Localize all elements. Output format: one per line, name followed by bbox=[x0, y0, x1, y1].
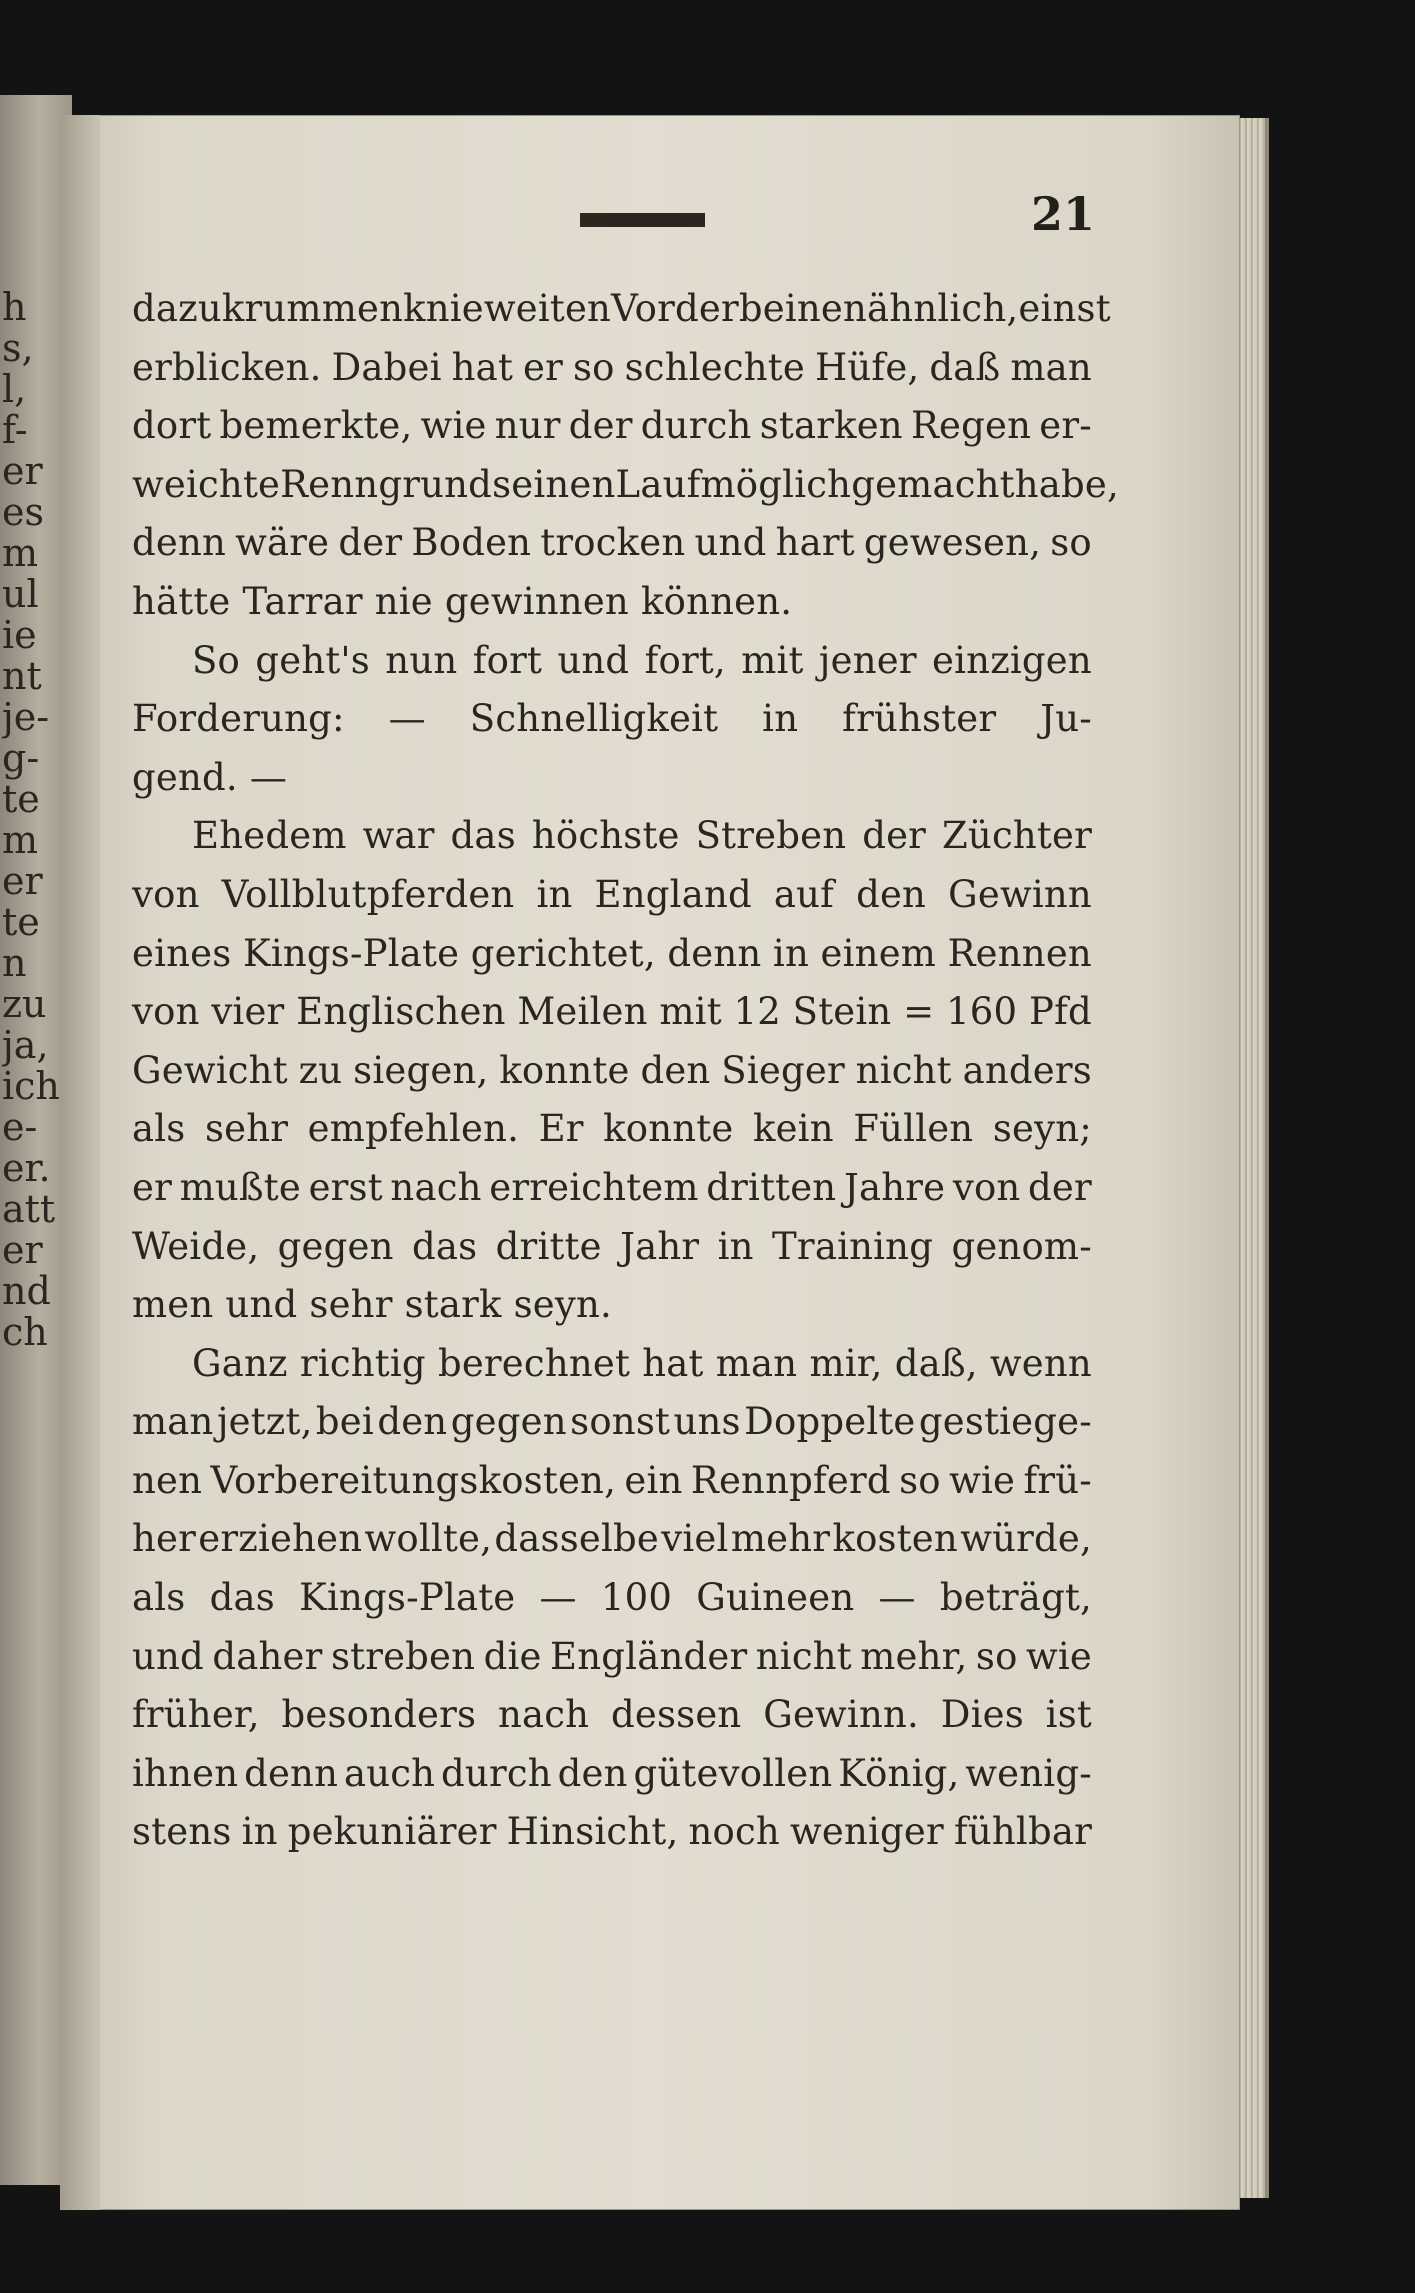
text-line bbox=[132, 690, 1092, 749]
word: gewinnen bbox=[444, 579, 629, 623]
word: er bbox=[522, 345, 563, 389]
word: sonst bbox=[570, 1400, 671, 1444]
word: Er bbox=[538, 1107, 584, 1151]
word: kein bbox=[752, 1107, 834, 1151]
text-line bbox=[132, 1218, 1092, 1277]
text-line bbox=[132, 925, 1092, 984]
text-line bbox=[132, 1335, 1092, 1394]
word: erst bbox=[308, 1165, 383, 1209]
facing-page-fragment: f- bbox=[2, 408, 28, 452]
word: Rennpferd bbox=[690, 1458, 891, 1502]
word: Boden bbox=[411, 521, 532, 565]
word: anders bbox=[962, 1048, 1092, 1092]
word: fort bbox=[472, 638, 543, 682]
word: gend. bbox=[132, 755, 238, 799]
word: den bbox=[557, 1751, 628, 1795]
word: Ehedem bbox=[192, 814, 347, 858]
text-line bbox=[132, 1393, 1092, 1452]
word: nie bbox=[374, 579, 433, 623]
word: genom- bbox=[951, 1224, 1092, 1268]
word: mit bbox=[659, 990, 722, 1034]
word: mit bbox=[741, 638, 804, 682]
word: schlechte bbox=[624, 345, 805, 389]
word: hat bbox=[451, 345, 514, 389]
word: empfehlen. bbox=[307, 1107, 520, 1151]
word: dasselbe bbox=[494, 1517, 660, 1561]
word: vier bbox=[211, 990, 285, 1034]
word: sehr bbox=[309, 1283, 393, 1327]
text-line bbox=[132, 807, 1092, 866]
facing-page-fragment: zu bbox=[2, 982, 47, 1026]
word: berechnet bbox=[437, 1341, 631, 1385]
word: sehr bbox=[204, 1107, 289, 1151]
word: Lauf bbox=[615, 462, 701, 506]
word: eines bbox=[132, 931, 232, 975]
text-line bbox=[132, 1745, 1092, 1804]
word: der bbox=[1028, 1165, 1092, 1209]
word: Vorderbeinen bbox=[611, 287, 868, 330]
word: den bbox=[640, 1048, 711, 1092]
word: Kings-Plate bbox=[299, 1576, 516, 1620]
word: nach bbox=[390, 1165, 482, 1209]
word: Doppelte bbox=[744, 1400, 916, 1444]
word: Vollblutpferden bbox=[221, 872, 515, 916]
word: gestiege- bbox=[918, 1400, 1092, 1444]
word: ist bbox=[1045, 1693, 1092, 1737]
word: — bbox=[249, 755, 288, 799]
word: bei bbox=[315, 1400, 374, 1444]
word: durch bbox=[441, 1751, 552, 1795]
word: = bbox=[903, 990, 935, 1034]
word: Rennen bbox=[947, 931, 1092, 975]
word: hat bbox=[642, 1341, 704, 1385]
word: wenn bbox=[989, 1341, 1092, 1385]
word: noch bbox=[688, 1810, 780, 1854]
text-line bbox=[132, 456, 1119, 515]
word: Vorbereitungskosten, bbox=[210, 1458, 617, 1502]
word: und bbox=[225, 1283, 298, 1327]
word: viel bbox=[661, 1517, 729, 1561]
facing-page-fragment: m bbox=[2, 818, 39, 862]
word: wäre bbox=[235, 521, 330, 565]
facing-page-fragment: ie bbox=[2, 613, 37, 657]
text-line bbox=[132, 749, 1092, 808]
word: Renngrund bbox=[280, 462, 493, 506]
word: können. bbox=[640, 579, 793, 623]
word: man bbox=[1010, 345, 1092, 389]
word: Ganz bbox=[192, 1341, 288, 1385]
word: dessen bbox=[610, 1693, 742, 1737]
word: so bbox=[975, 1634, 1018, 1678]
word: als bbox=[132, 1107, 186, 1151]
text-line bbox=[132, 1686, 1092, 1745]
word: der bbox=[862, 814, 927, 858]
word: — bbox=[878, 1576, 916, 1620]
facing-page-fragment: g- bbox=[2, 736, 40, 780]
word: Züchter bbox=[942, 814, 1092, 858]
facing-page-fragment: att bbox=[2, 1187, 56, 1231]
word: nen bbox=[132, 1458, 203, 1502]
word: habe, bbox=[1014, 462, 1119, 506]
word: dort bbox=[132, 404, 212, 448]
word: beträgt, bbox=[939, 1576, 1092, 1620]
word: Meilen bbox=[517, 990, 648, 1034]
text-line bbox=[132, 1276, 1092, 1335]
word: den bbox=[856, 872, 927, 916]
word: erreichtem bbox=[489, 1165, 699, 1209]
text-line bbox=[132, 1452, 1092, 1511]
word: und bbox=[694, 521, 767, 565]
word: Sieger bbox=[721, 1048, 845, 1092]
word: durch bbox=[640, 404, 752, 448]
facing-page-fragment: s, bbox=[2, 326, 34, 370]
word: knieweiten bbox=[403, 287, 612, 330]
page-gutter bbox=[60, 115, 100, 2210]
word: so bbox=[899, 1458, 941, 1502]
word: er bbox=[132, 1165, 172, 1209]
facing-page-fragment: l, bbox=[2, 367, 27, 411]
word: einzigen bbox=[932, 638, 1092, 682]
word: in bbox=[241, 1810, 278, 1854]
word: Jahre bbox=[843, 1165, 946, 1209]
word: — bbox=[539, 1576, 577, 1620]
word: fühlbar bbox=[953, 1810, 1092, 1854]
word: zu bbox=[298, 1048, 343, 1092]
word: in bbox=[717, 1224, 754, 1268]
word: nicht bbox=[755, 1634, 852, 1678]
facing-page-fragment: ich bbox=[2, 1064, 60, 1108]
text-line bbox=[132, 866, 1092, 925]
text-line bbox=[132, 339, 1092, 398]
word: Forderung: bbox=[132, 697, 345, 741]
word: hart bbox=[775, 521, 855, 565]
word: von bbox=[132, 990, 200, 1034]
word: So bbox=[192, 638, 241, 682]
facing-page-fragment: er bbox=[2, 859, 43, 903]
facing-page-fragment: ch bbox=[2, 1310, 48, 1354]
word: Pfd bbox=[1029, 990, 1092, 1034]
word: pekuniärer bbox=[287, 1810, 497, 1854]
word: in bbox=[536, 872, 573, 916]
word: und bbox=[557, 638, 630, 682]
word: Guineen bbox=[696, 1576, 855, 1620]
word: gemacht bbox=[851, 462, 1015, 506]
word: 12 bbox=[733, 990, 781, 1034]
word: in bbox=[762, 697, 799, 741]
word: auch bbox=[343, 1751, 436, 1795]
word: von bbox=[132, 872, 200, 916]
word: Gewinn bbox=[948, 872, 1092, 916]
word: nach bbox=[497, 1693, 590, 1737]
word: Schnelligkeit bbox=[469, 697, 719, 741]
word: dritten bbox=[706, 1165, 837, 1209]
word: daher bbox=[212, 1634, 323, 1678]
word: Tarrar bbox=[242, 579, 363, 623]
word: richtig bbox=[299, 1341, 426, 1385]
word: gewesen, bbox=[863, 521, 1042, 565]
text-line bbox=[132, 1569, 1092, 1628]
text-line bbox=[132, 1159, 1092, 1218]
word: Ju- bbox=[1040, 697, 1092, 741]
facing-page-fragment: te bbox=[2, 900, 40, 944]
word: denn bbox=[667, 931, 762, 975]
word: besonders bbox=[281, 1693, 477, 1737]
word: gegen bbox=[450, 1400, 567, 1444]
word: jetzt, bbox=[216, 1400, 313, 1444]
word: man bbox=[715, 1341, 798, 1385]
facing-page-fragment: er bbox=[2, 1228, 43, 1272]
word: nicht bbox=[855, 1048, 952, 1092]
word: der bbox=[568, 404, 633, 448]
word: seyn; bbox=[992, 1107, 1092, 1151]
word: frü- bbox=[1023, 1458, 1092, 1502]
word: Training bbox=[772, 1224, 934, 1268]
facing-page-fragment: er. bbox=[2, 1146, 51, 1190]
word: das bbox=[209, 1576, 275, 1620]
word: einst bbox=[1018, 287, 1111, 330]
word: als bbox=[132, 1576, 186, 1620]
word: jener bbox=[818, 638, 917, 682]
word: Engländer bbox=[550, 1634, 748, 1678]
word: weniger bbox=[790, 1810, 944, 1854]
word: mir, bbox=[809, 1341, 883, 1385]
word: mehr, bbox=[860, 1634, 968, 1678]
word: siegen, bbox=[353, 1048, 489, 1092]
text-line bbox=[132, 514, 1092, 573]
word: wie bbox=[420, 404, 487, 448]
text-line bbox=[132, 1042, 1092, 1101]
word: dritte bbox=[495, 1224, 602, 1268]
word: denn bbox=[244, 1751, 339, 1795]
word: war bbox=[362, 814, 435, 858]
word: denn bbox=[132, 521, 227, 565]
facing-page-fragment: m bbox=[2, 531, 39, 575]
word: ähnlich, bbox=[867, 287, 1019, 330]
word: bemerkte, bbox=[219, 404, 413, 448]
text-line bbox=[132, 1510, 1092, 1569]
facing-page-fragment: ja, bbox=[2, 1023, 49, 1067]
facing-page-fragment: nd bbox=[2, 1269, 51, 1313]
word: mußte bbox=[179, 1165, 301, 1209]
facing-page-fragment: e- bbox=[2, 1105, 38, 1149]
word: kosten bbox=[832, 1517, 958, 1561]
facing-page-fragment: er bbox=[2, 449, 43, 493]
facing-page-fragment: es bbox=[2, 490, 44, 534]
word: starken bbox=[759, 404, 903, 448]
text-line bbox=[132, 1100, 1092, 1159]
word: Dies bbox=[940, 1693, 1024, 1737]
header-rule bbox=[580, 213, 705, 227]
word: gerichtet, bbox=[470, 931, 656, 975]
word: und bbox=[132, 1634, 204, 1678]
word: daß, bbox=[894, 1341, 978, 1385]
word: stens bbox=[132, 1810, 232, 1854]
word: wie bbox=[1025, 1634, 1092, 1678]
facing-page-fragment: n bbox=[2, 941, 27, 985]
word: erblicken. bbox=[132, 345, 322, 389]
book-page bbox=[60, 115, 1240, 2210]
facing-page-fragment: je- bbox=[2, 695, 50, 739]
word: konnte bbox=[499, 1048, 630, 1092]
word: so bbox=[1050, 521, 1092, 565]
word: geht's bbox=[255, 638, 370, 682]
word: fort, bbox=[644, 638, 726, 682]
text-line bbox=[132, 983, 1092, 1042]
text-line bbox=[132, 573, 1092, 632]
word: das bbox=[450, 814, 516, 858]
body-text bbox=[132, 280, 1119, 1862]
word: Stein bbox=[792, 990, 892, 1034]
word: uns bbox=[673, 1400, 741, 1444]
word: in bbox=[772, 931, 809, 975]
word: die bbox=[483, 1634, 542, 1678]
word: Streben bbox=[695, 814, 847, 858]
word: von bbox=[952, 1165, 1021, 1209]
word: Kings-Plate bbox=[242, 931, 460, 975]
word: höchste bbox=[531, 814, 680, 858]
word: Füllen bbox=[853, 1107, 974, 1151]
word: hätte bbox=[132, 579, 231, 623]
facing-page-fragment: nt bbox=[2, 654, 42, 698]
text-line bbox=[132, 1803, 1092, 1862]
word: Hüfe, bbox=[814, 345, 920, 389]
word: Weide, bbox=[132, 1224, 260, 1268]
word: Gewicht bbox=[132, 1048, 288, 1092]
word: daß bbox=[929, 345, 1001, 389]
facing-page-fragment: te bbox=[2, 777, 40, 821]
word: man bbox=[132, 1400, 214, 1444]
word: wenig- bbox=[965, 1751, 1092, 1795]
word: erziehen bbox=[198, 1517, 363, 1561]
word: Englischen bbox=[296, 990, 506, 1034]
word: der bbox=[338, 521, 403, 565]
word: Regen bbox=[910, 404, 1032, 448]
facing-page-fragment: h bbox=[2, 285, 27, 329]
word: auf bbox=[773, 872, 835, 916]
word: nur bbox=[494, 404, 561, 448]
word: seinen bbox=[492, 462, 616, 506]
word: mehr bbox=[730, 1517, 831, 1561]
word: möglich bbox=[700, 462, 852, 506]
word: so bbox=[572, 345, 615, 389]
text-line bbox=[132, 280, 1111, 339]
word: krummen bbox=[221, 287, 404, 330]
word: Dabei bbox=[331, 345, 442, 389]
word: — bbox=[388, 697, 426, 741]
page-number: 21 bbox=[1030, 187, 1095, 241]
word: Hinsicht, bbox=[506, 1810, 679, 1854]
word: König, bbox=[838, 1751, 960, 1795]
word: den bbox=[377, 1400, 448, 1444]
word: gütevollen bbox=[633, 1751, 833, 1795]
word: trocken bbox=[540, 521, 686, 565]
word: nun bbox=[385, 638, 458, 682]
word: würde, bbox=[960, 1517, 1092, 1561]
text-line bbox=[132, 632, 1092, 691]
word: England bbox=[594, 872, 752, 916]
word: er- bbox=[1039, 404, 1092, 448]
word: ein bbox=[624, 1458, 683, 1502]
word: das bbox=[411, 1224, 478, 1268]
word: frühster bbox=[842, 697, 997, 741]
word: dazu bbox=[132, 287, 222, 330]
facing-page-fragment: ul bbox=[2, 572, 39, 616]
word: einem bbox=[820, 931, 937, 975]
word: weichte bbox=[132, 462, 281, 506]
word: her bbox=[132, 1517, 197, 1561]
text-line bbox=[132, 1628, 1092, 1687]
word: 100 bbox=[600, 1576, 673, 1620]
word: seyn. bbox=[513, 1283, 612, 1327]
word: gegen bbox=[277, 1224, 394, 1268]
word: Gewinn. bbox=[763, 1693, 919, 1737]
word: konnte bbox=[603, 1107, 734, 1151]
word: früher, bbox=[132, 1693, 260, 1737]
word: 160 bbox=[946, 990, 1018, 1034]
word: wie bbox=[949, 1458, 1016, 1502]
word: ihnen bbox=[132, 1751, 239, 1795]
word: stark bbox=[404, 1283, 502, 1327]
word: men bbox=[132, 1283, 214, 1327]
text-line bbox=[132, 397, 1092, 456]
word: Jahr bbox=[620, 1224, 700, 1268]
word: wollte, bbox=[364, 1517, 493, 1561]
word: streben bbox=[330, 1634, 476, 1678]
